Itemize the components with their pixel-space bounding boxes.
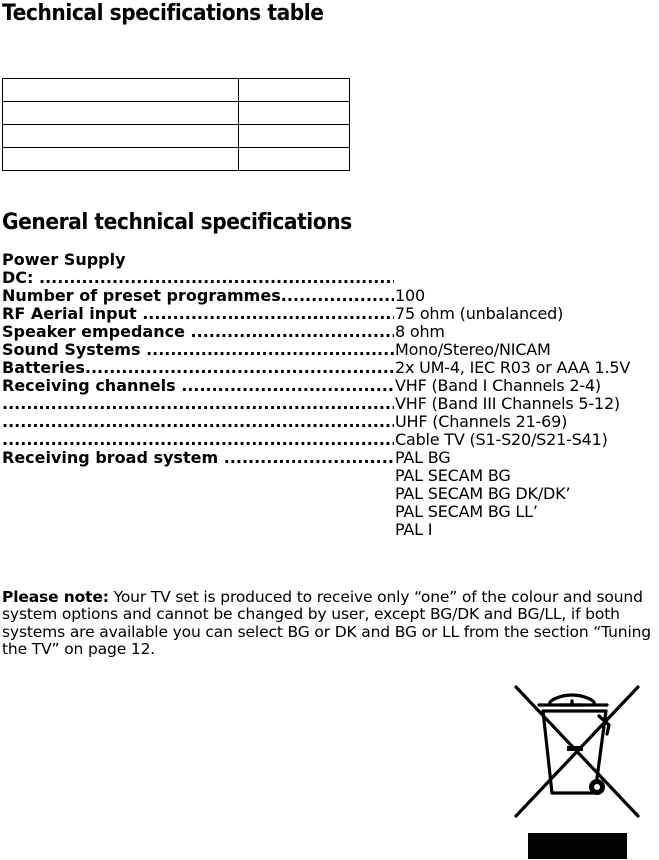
spec-label: DC: .....	[2, 269, 394, 287]
spec-label	[2, 395, 394, 413]
spec-value: VHF (Band I Channels 2-4)	[395, 376, 601, 395]
spec-row-system-pal-secam-bg	[0, 467, 659, 485]
spec-label: Receiving broad system .....	[2, 449, 394, 467]
spec-label: RF Aerial input .....	[2, 305, 394, 323]
spec-value: PAL SECAM BG LL’	[395, 502, 538, 521]
spec-value: 2x UM-4, IEC R03 or AAA 1.5V	[395, 358, 631, 377]
table-cell	[239, 125, 350, 148]
table-cell	[239, 102, 350, 125]
weee-marking-bar	[528, 833, 627, 859]
specifications-list	[0, 251, 659, 539]
spec-row-dc	[0, 269, 659, 287]
spec-row-channels-vhf-band-3	[0, 395, 659, 413]
please-note-text: Your TV set is produced to receive only “one” of the colour and sound system options and cannot be changed by user, except BG/DK and BG/LL, if both systems are available you can select BG or DK and BG or LL from the section “Tuning the TV” on page 12.	[2, 587, 651, 658]
spec-label: Receiving channels .....	[2, 377, 394, 395]
spec-label: Speaker empedance .....	[2, 323, 394, 341]
table-cell	[3, 102, 239, 125]
table-row	[3, 148, 350, 171]
spec-row-system-ll	[0, 503, 659, 521]
table-row	[3, 102, 350, 125]
please-note-lead: Please note:	[2, 587, 109, 606]
spec-value: Cable TV (S1-S20/S21-S41)	[395, 430, 608, 449]
specifications-table-title: Technical specifications table	[2, 1, 324, 26]
spec-label: Power Supply	[2, 251, 126, 269]
table-cell	[3, 125, 239, 148]
spec-row-channels-uhf	[0, 413, 659, 431]
spec-value: PAL SECAM BG DK/DK’	[395, 484, 571, 503]
spec-value: 75 ohm (unbalanced)	[395, 304, 564, 323]
spec-value: PAL I	[395, 520, 433, 539]
spec-label: Batteries .....	[2, 359, 394, 377]
spec-row-rf-aerial-input	[0, 305, 659, 323]
spec-row-batteries	[0, 359, 659, 377]
spec-value: UHF (Channels 21-69)	[395, 412, 568, 431]
spec-value: VHF (Band III Channels 5-12)	[395, 394, 620, 413]
spec-row-system-dk	[0, 485, 659, 503]
spec-row-system-pal-i	[0, 521, 659, 539]
table-cell	[3, 148, 239, 171]
spec-label: Sound Systems .....	[2, 341, 394, 359]
crossed-out-wheelie-bin-icon	[512, 683, 642, 823]
table-cell	[239, 148, 350, 171]
spec-row-receiving-channels	[0, 377, 659, 395]
table-row	[3, 125, 350, 148]
spec-row-speaker-empedance	[0, 323, 659, 341]
spec-row-sound-systems	[0, 341, 659, 359]
spec-row-channels-cable	[0, 431, 659, 449]
spec-row-receiving-broad-system	[0, 449, 659, 467]
specifications-table	[2, 78, 350, 171]
please-note-paragraph	[2, 589, 659, 659]
table-cell	[239, 79, 350, 102]
spec-label: Number of preset programmes .....	[2, 287, 394, 305]
table-cell	[3, 79, 239, 102]
spec-label	[2, 431, 394, 449]
spec-value: Mono/Stereo/NICAM	[395, 340, 551, 359]
table-row	[3, 79, 350, 102]
spec-label	[2, 413, 394, 431]
spec-value: 100	[395, 286, 425, 305]
spec-value: PAL SECAM BG	[395, 466, 511, 485]
spec-row-power-supply	[0, 251, 659, 269]
general-specifications-title: General technical specifications	[2, 210, 352, 235]
spec-row-preset-programmes	[0, 287, 659, 305]
spec-value: PAL BG	[395, 448, 451, 467]
spec-value: 8 ohm	[395, 322, 445, 341]
